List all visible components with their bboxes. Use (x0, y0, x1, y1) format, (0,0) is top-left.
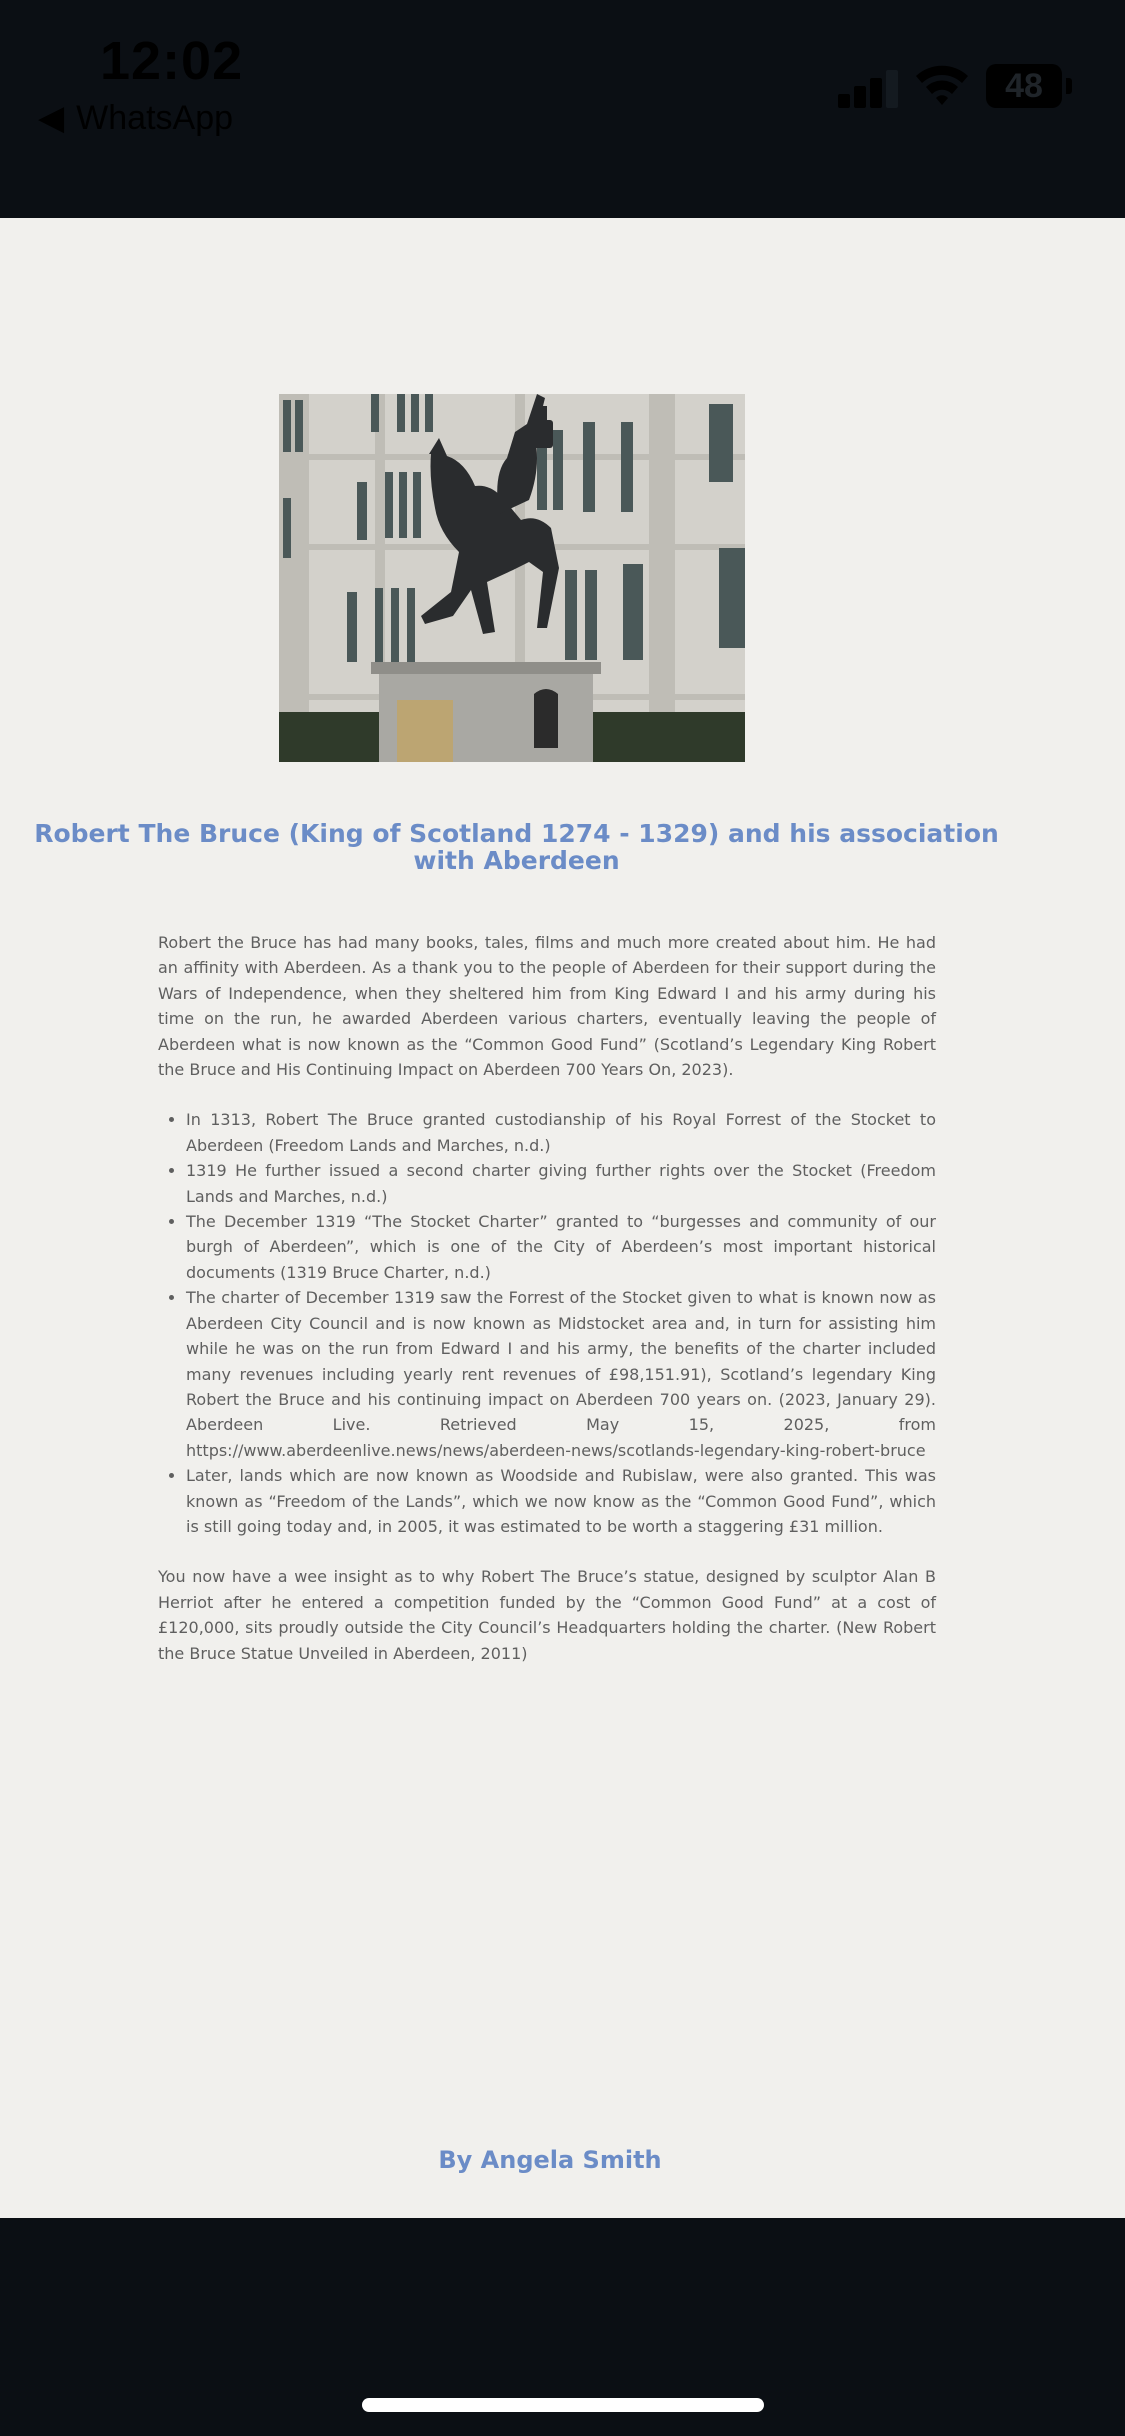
status-bar (0, 0, 1125, 218)
battery-icon (986, 64, 1062, 108)
charter-list (158, 1107, 936, 1539)
closing-paragraph: You now have a wee insight as to why Robert The Bruce’s statue, designed by sculptor Alan B Herriot after he entered a competition funded by the “Common Good Fund” at a cost of £120,000, sits proudly outside the City Council’s Headquarters holding the charter. (New Robert the Bruce Statue Unveiled in Aberdeen, 2011) (158, 1567, 936, 1663)
wifi-icon (912, 60, 972, 108)
statue-photo (279, 394, 745, 762)
home-indicator[interactable] (362, 2398, 764, 2412)
list-item: • The charter of December 1319 saw the Forrest of the Stocket given to what is known now as Aberdeen City Council and is now known as Midstocket area and, in turn for assisting him while he was on the run from Edward I and his army, the benefits of the charter included many revenues including yearly rent revenues of £98,151.91), Scotland’s legendary King Robert the Bruce and his continuing impact on Aberdeen 700 years on. (2023, January 29). Aberdeen Live. Retrieved May 15, 2025, from https://www.aberdeenlive.news/news/aberdeen-news/scotlands-legendary-king-robert-bruce (186, 1285, 936, 1463)
back-to-app-button[interactable] (38, 98, 233, 138)
back-app-label: WhatsApp (76, 99, 234, 137)
list-item: • In 1313, Robert The Bruce granted custodianship of his Royal Forrest of the Stocket to Aberdeen (Freedom Lands and Marches, n.d.) (186, 1107, 936, 1158)
clock: 12:02 (100, 31, 244, 91)
list-item: • Later, lands which are now known as Woodside and Rubislaw, were also granted. This was known as “Freedom of the Lands”, which we now know as the “Common Good Fund”, which is still going today and, in 2005, it was estimated to be worth a staggering £31 million. (186, 1463, 936, 1539)
article-page (0, 218, 1125, 2218)
battery-level: 48 (1005, 67, 1043, 105)
cellular-signal-icon (838, 70, 900, 108)
battery-tip (1066, 78, 1072, 94)
intro-paragraph: Robert the Bruce has had many books, tales, films and much more created about him. He had an affinity with Aberdeen. As a thank you to the people of Aberdeen for their support during the Wars of Independence, when they sheltered him from King Edward I and his army during his time on the run, he awarded Aberdeen various charters, eventually leaving the people of Aberdeen what is now known as the “Common Good Fund” (Scotland’s Legendary King Robert the Bruce and His Continuing Impact on Aberdeen 700 Years On, 2023). (158, 933, 936, 1080)
back-arrow-icon: ◀ (38, 99, 65, 137)
statue-photo-illustration (279, 394, 745, 762)
article-heading: Robert The Bruce (King of Scotland 1274 - 1329) and his association with Aberdeen (34, 819, 999, 875)
list-item: • 1319 He further issued a second charter giving further rights over the Stocket (Freedom Lands and Marches, n.d.) (186, 1158, 936, 1209)
author-byline: By Angela Smith (438, 2146, 662, 2174)
list-item: • The December 1319 “The Stocket Charter” granted to “burgesses and community of our burgh of Aberdeen”, which is one of the City of Aberdeen’s most important historical documents (1319 Bruce Charter, n.d.) (186, 1209, 936, 1285)
article-body (158, 930, 936, 1666)
